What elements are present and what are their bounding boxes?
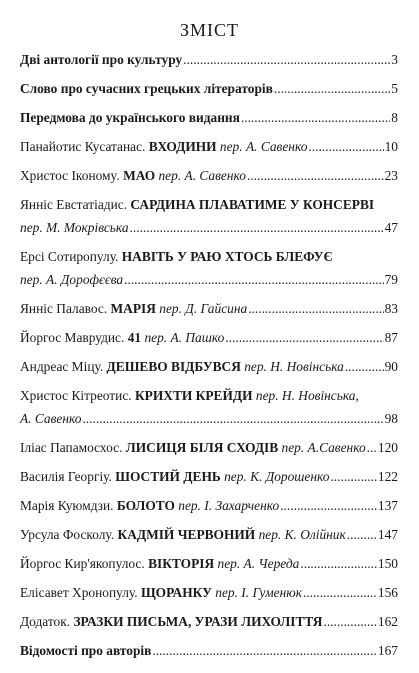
toc-translator: пер. А.Савенко [281, 440, 366, 455]
toc-leader [274, 81, 390, 96]
toc-entry[interactable] [20, 440, 398, 455]
toc-entry[interactable] [20, 110, 398, 125]
toc-entry[interactable] [20, 388, 398, 403]
toc-leader [303, 585, 377, 600]
toc-author: Ерсі Сотиропулу. [20, 249, 119, 264]
toc-work: МАО [123, 168, 156, 183]
toc-work: САРДИНА ПЛАВАТИМЕ У КОНСЕРВІ [130, 197, 375, 212]
toc-work: ЛИСИЦЯ БІЛЯ СХОДІВ [125, 440, 279, 455]
toc-author: Марія Куюмдзи. [20, 498, 114, 513]
toc-page: 150 [377, 556, 398, 571]
toc-leader [280, 498, 377, 513]
toc-leader [82, 411, 383, 426]
toc-work: ШОСТИЙ ДЕНЬ [115, 469, 221, 484]
toc-entry[interactable] [20, 197, 398, 212]
toc-author: Йоргос Кир'якопулос. [20, 556, 145, 571]
toc-page: 156 [377, 585, 398, 600]
toc-entry[interactable] [20, 168, 398, 183]
toc-work: Слово про сучасних грецьких літераторів [20, 81, 273, 96]
toc-entry[interactable] [20, 469, 398, 484]
toc-entry[interactable] [20, 643, 398, 658]
toc-entry[interactable] [20, 249, 398, 264]
toc-entry[interactable] [20, 498, 398, 513]
toc-author: Христос Ікономy. [20, 168, 120, 183]
toc-translator: пер. Н. Новінська [244, 359, 344, 374]
toc-leader [248, 301, 383, 316]
toc-leader [308, 139, 383, 154]
page-title: ЗМІСТ [179, 20, 240, 40]
toc-leader [183, 52, 390, 67]
toc-entry[interactable] [20, 359, 398, 374]
toc-work: ДЕШЕВО ВІДБУВСЯ [106, 359, 241, 374]
toc-entry[interactable] [20, 52, 398, 67]
toc-author: Василія Георгіу. [20, 469, 112, 484]
toc-translator: пер. А. Савенко [219, 139, 308, 154]
toc-author: Янніс Евстатіадис. [20, 197, 128, 212]
toc-work: БОЛОТО [116, 498, 175, 513]
toc-leader [345, 359, 384, 374]
toc-author: Іліас Папамосхос. [20, 440, 123, 455]
toc-leader [323, 614, 376, 629]
toc-page: 137 [377, 498, 398, 513]
toc-leader [124, 272, 383, 287]
toc-page: 3 [391, 52, 398, 67]
toc-page: 5 [391, 81, 398, 96]
toc-entry[interactable] [20, 556, 398, 571]
toc-translator: пер. А. Дорофєєва [20, 272, 124, 287]
toc-entry[interactable] [20, 585, 398, 600]
toc-leader [152, 643, 377, 658]
toc-page: 23 [384, 168, 398, 183]
toc-page: 90 [384, 359, 398, 374]
toc-leader [367, 440, 377, 455]
toc-leader [247, 168, 384, 183]
toc-leader [300, 556, 377, 571]
toc-page: 120 [377, 440, 398, 455]
toc-work: ВІКТОРІЯ [148, 556, 215, 571]
toc-work: МАРІЯ [110, 301, 156, 316]
toc-page: 8 [391, 110, 398, 125]
toc-page: 162 [377, 614, 398, 629]
toc-author: Андреас Міцу. [20, 359, 104, 374]
toc-leader [347, 527, 377, 542]
toc-translator: пер. І. Гуменюк [215, 585, 302, 600]
toc-page: 47 [384, 220, 398, 235]
toc-entry-continuation[interactable] [20, 220, 398, 235]
toc-author: Христос Кітреотис. [20, 388, 132, 403]
toc-page: 98 [384, 411, 398, 426]
toc-page: 147 [377, 527, 398, 542]
toc-entry[interactable] [20, 330, 398, 345]
toc-leader [330, 469, 376, 484]
toc-translator: пер. А. Череда [217, 556, 300, 571]
toc-leader [225, 330, 383, 345]
toc-page: 83 [384, 301, 398, 316]
toc-author: Елісавет Хронопулу. [20, 585, 138, 600]
toc-work: НАВІТЬ У РАЮ ХТОСЬ БЛЕФУЄ [121, 249, 333, 264]
toc-translator: пер. М. Мокрівська [20, 220, 129, 235]
toc-entry-continuation[interactable] [20, 272, 398, 287]
toc-translator: пер. К. Дорошенко [224, 469, 330, 484]
toc-entry[interactable] [20, 139, 398, 154]
toc-entry[interactable] [20, 614, 398, 629]
toc-page: 167 [377, 643, 398, 658]
toc-translator: пер. К. Олійник [258, 527, 346, 542]
toc-translator: пер. Д. Гайсина [159, 301, 248, 316]
toc-author: Янніс Палавос. [20, 301, 108, 316]
toc-entry[interactable] [20, 301, 398, 316]
toc-work: ЗРАЗКИ ПИСЬМА, УРАЗИ ЛИХОЛІТТЯ [73, 614, 323, 629]
toc-author: Йоргос Маврудис. [20, 330, 125, 345]
toc-page: 79 [384, 272, 398, 287]
toc-author: Панайотис Кусатанас. [20, 139, 146, 154]
toc-work: Відомості про авторів [20, 643, 152, 658]
toc-work: КАДМІЙ ЧЕРВОНИЙ [117, 527, 256, 542]
toc-page: 10 [384, 139, 398, 154]
toc-translator: пер. І. Захарченко [178, 498, 280, 513]
toc-translator: пер. А. Савенко [158, 168, 246, 183]
toc-translator: пер. Н. Новінська, [255, 388, 359, 403]
toc-translator: пер. А. Пашко [144, 330, 225, 345]
table-of-contents [20, 52, 398, 672]
toc-work: ВХОДИНИ [148, 139, 217, 154]
toc-page: 87 [384, 330, 398, 345]
toc-translator: А. Савенко [20, 411, 82, 426]
toc-leader [241, 110, 390, 125]
toc-entry-continuation[interactable] [20, 411, 398, 426]
toc-work: Дві антології про культуру [20, 52, 183, 67]
toc-work: ЩОРАНКУ [140, 585, 212, 600]
toc-page: 122 [377, 469, 398, 484]
toc-work: Передмова до українського видання [20, 110, 240, 125]
toc-entry[interactable] [20, 81, 398, 96]
toc-author: Урсула Фосколу. [20, 527, 115, 542]
toc-author: Додаток. [20, 614, 71, 629]
toc-entry[interactable] [20, 527, 398, 542]
toc-work: 41 [127, 330, 142, 345]
toc-work: КРИХТИ КРЕЙДИ [134, 388, 253, 403]
toc-leader [130, 220, 384, 235]
